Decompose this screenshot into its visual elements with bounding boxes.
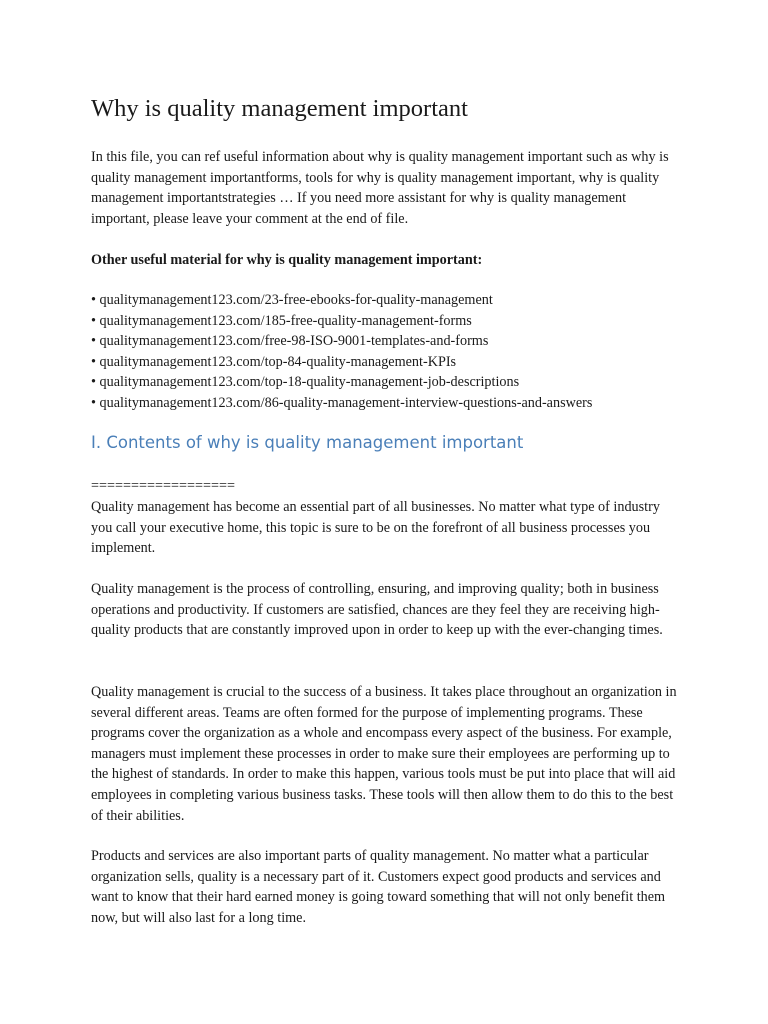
intro-paragraph: In this file, you can ref useful information about why is quality management important such as why is quality management importantforms, tools for why is quality management important, why is quality management importantstrategies … If you need more assistant for why is quality management important, please leave your comment at the end of file. [91, 149, 669, 227]
material-link-item: • qualitymanagement123.com/top-18-quality-management-job-descriptions [91, 374, 520, 391]
separator-line: ================== [91, 478, 236, 494]
material-link-list [91, 290, 592, 414]
body-paragraph: Quality management is crucial to the success of a business. It takes place throughout an organization in several different areas. Teams are often formed for the purpose of implementing programs. These programs cover the organization as a whole and encompass every aspect of the business. For example, managers must implement these processes in order to make sure their employees are performing up to the highest of standards. In order to make this happen, various tools must be put into place that will aid employees in completing various business tasks. These tools will then allow them to do this to the best of their abilities. [91, 684, 677, 824]
section-heading: I. Contents of why is quality management important [91, 433, 524, 452]
material-link-item: • qualitymanagement123.com/86-quality-management-interview-questions-and-answers [91, 394, 593, 411]
material-link-item: • qualitymanagement123.com/top-84-quality-management-KPIs [91, 353, 457, 370]
material-heading: Other useful material for why is quality management important: [91, 252, 483, 268]
material-link-item: • qualitymanagement123.com/23-free-ebooks-for-quality-management [91, 292, 493, 308]
document-title: Why is quality management important [91, 95, 468, 122]
material-link-item: • qualitymanagement123.com/185-free-quality-management-forms [91, 312, 472, 329]
body-paragraph: Quality management has become an essential part of all businesses. No matter what type of industry you call your executive home, this topic is sure to be on the forefront of all business processes you implement. [91, 499, 660, 557]
material-link-item: • qualitymanagement123.com/free-98-ISO-9001-templates-and-forms [91, 333, 489, 350]
body-paragraph: Products and services are also important parts of quality management. No matter what a particular organization sells, quality is a necessary part of it. Customers expect good products and services and want to know that their hard earned money is going toward something that will not only benefit them now, but will also last for a long time. [91, 848, 666, 926]
body-paragraph: Quality management is the process of controlling, ensuring, and improving quality; both in business operations and productivity. If customers are satisfied, chances are they feel they are receiving high-quality products that are constantly improved upon in order to keep up with the ever-changing times. [91, 581, 663, 639]
